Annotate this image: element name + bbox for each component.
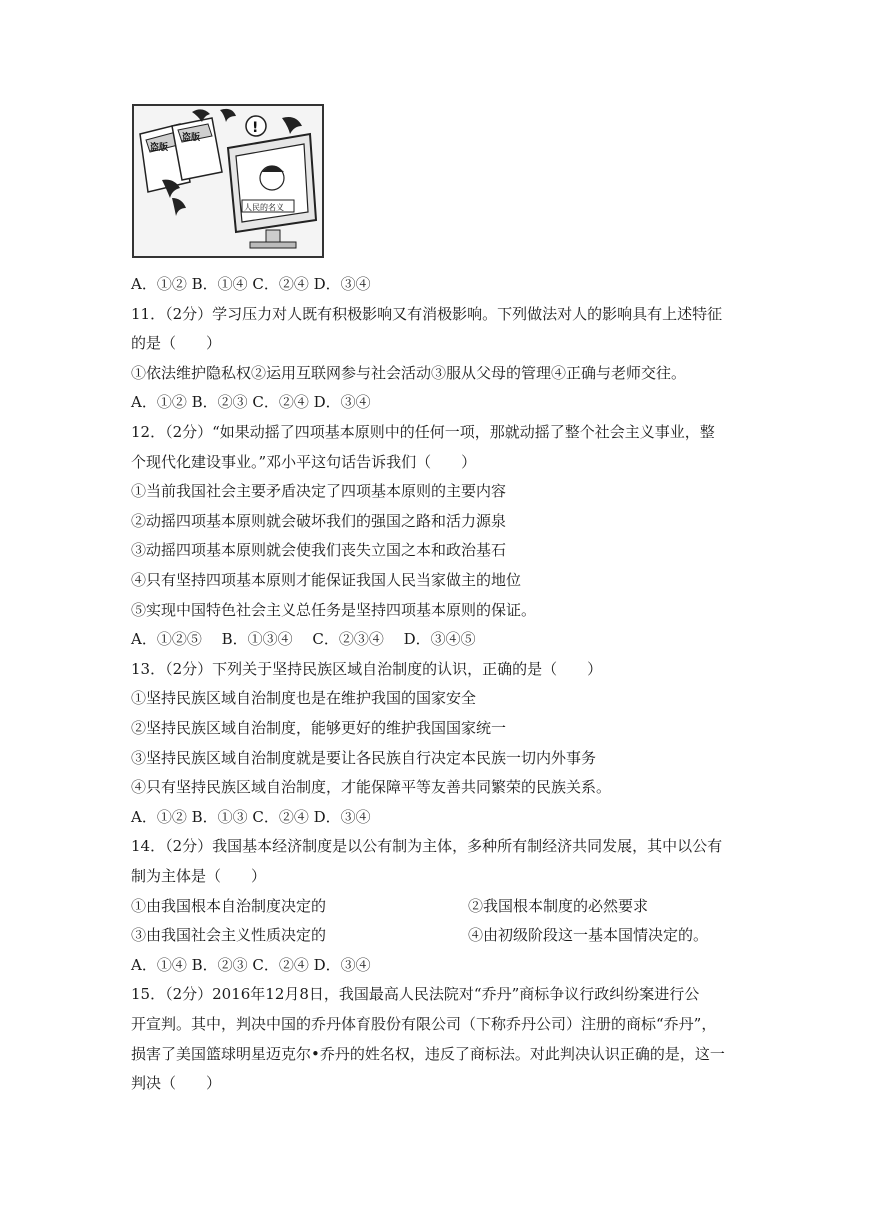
q12-answers: A．①②⑤ B．①③④ C．②③④ D．③④⑤ — [131, 630, 476, 648]
q12-stem-line-2: 个现代化建设事业。”邓小平这句话告诉我们（ ） — [131, 453, 477, 471]
q13-answers: A．①② B．①③ C．②④ D．③④ — [131, 808, 371, 826]
q11-stem-line-2: 的是（ ） — [131, 334, 222, 352]
q11-options: ①依法维护隐私权②运用互联网参与社会活动③服从父母的管理④正确与老师交往。 — [131, 364, 687, 382]
cartoon-illustration — [132, 104, 324, 258]
q12-option-1: ①当前我国社会主要矛盾决定了四项基本原则的主要内容 — [131, 482, 507, 500]
q14-option-2: ②我国根本制度的必然要求 — [468, 897, 649, 915]
q12-option-4: ④只有坚持四项基本原则才能保证我国人民当家做主的地位 — [131, 571, 522, 589]
q13-option-3: ③坚持民族区域自治制度就是要让各民族自行决定本民族一切内外事务 — [131, 749, 597, 767]
q10-answers: A．①② B．①④ C．②④ D．③④ — [131, 275, 371, 293]
image-caption: 人民的名义 — [244, 203, 284, 212]
svg-text:!: ! — [252, 120, 259, 136]
q13-option-2: ②坚持民族区域自治制度，能够更好的维护我国国家统一 — [131, 719, 507, 737]
q11-stem-line-1: 11．（2分）学习压力对人既有积极影响又有消极影响。下列做法对人的影响具有上述特征 — [131, 305, 723, 323]
q14-option-4: ④由初级阶段这一基本国情决定的。 — [468, 926, 709, 944]
q14-options-row-1 — [131, 896, 751, 916]
q12-option-2: ②动摇四项基本原则就会破坏我们的强国之路和活力源泉 — [131, 512, 507, 530]
q12-option-5: ⑤实现中国特色社会主义总任务是坚持四项基本原则的保证。 — [131, 601, 537, 619]
q13-stem-line-1: 13．（2分）下列关于坚持民族区域自治制度的认识，正确的是（ ） — [131, 660, 603, 678]
q13-option-4: ④只有坚持民族区域自治制度，才能保障平等友善共同繁荣的民族关系。 — [131, 778, 612, 796]
q12-stem-line-1: 12．（2分）“如果动摇了四项基本原则中的任何一项，那就动摇了整个社会主义事业，整 — [131, 423, 715, 441]
q15-stem-line-2: 开宣判。其中，判决中国的乔丹体育股份有限公司（下称乔丹公司）注册的商标“乔丹”， — [131, 1015, 717, 1033]
q14-options-row-2 — [131, 925, 751, 945]
q14-answers: A．①④ B．②③ C．②④ D．③④ — [131, 956, 371, 974]
q11-answers: A．①② B．②③ C．②④ D．③④ — [131, 393, 371, 411]
q14-stem-line-2: 制为主体是（ ） — [131, 867, 267, 885]
q14-stem-line-1: 14．（2分）我国基本经济制度是以公有制为主体，多种所有制经济共同发展，其中以公有 — [131, 837, 723, 855]
label-piracy-right: 盗版 — [182, 133, 201, 143]
q12-option-3: ③动摇四项基本原则就会使我们丧失立国之本和政治基石 — [131, 541, 507, 559]
label-piracy-left: 盗版 — [150, 143, 169, 153]
q14-option-1: ①由我国根本自治制度决定的 — [131, 897, 327, 915]
q15-stem-line-4: 判决（ ） — [131, 1074, 222, 1092]
q15-stem-line-3: 损害了美国篮球明星迈克尔•乔丹的姓名权，违反了商标法。对此判决认识正确的是，这一 — [131, 1045, 725, 1063]
q14-option-3: ③由我国社会主义性质决定的 — [131, 926, 327, 944]
q15-stem-line-1: 15．（2分）2016年12月8日，我国最高人民法院对“乔丹”商标争议行政纠纷案进行公 — [131, 985, 700, 1003]
q13-option-1: ①坚持民族区域自治制度也是在维护我国的国家安全 — [131, 689, 477, 707]
